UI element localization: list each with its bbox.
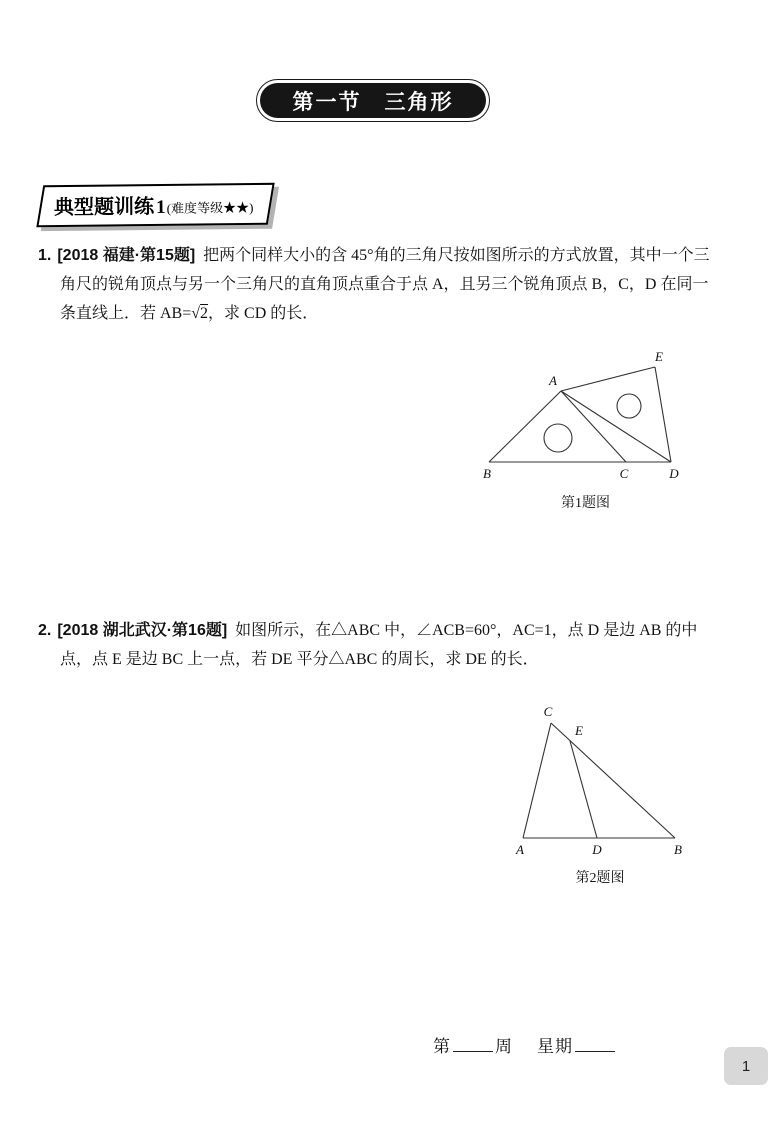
problem-2 — [38, 616, 716, 674]
inscribed-circle-1 — [544, 424, 572, 452]
line-CB — [551, 723, 675, 838]
footer-week-prefix: 第 — [433, 1037, 451, 1056]
point-label-A: A — [549, 373, 557, 388]
point-label-C: C — [619, 466, 629, 481]
point-label-E: E — [575, 723, 583, 738]
training-title: 典型题训练 — [53, 196, 155, 220]
figure-1 — [478, 348, 693, 512]
footer-weekday-label: 星期 — [537, 1037, 573, 1056]
sqrt-radicand: 2 — [200, 305, 209, 322]
weekday-blank — [575, 1035, 615, 1052]
line-AE — [561, 367, 655, 391]
problem-2-text: 如图所示，在△ABC 中，∠ACB=60°，AC=1，点 D 是边 AB 的中点，点 E 是边 BC 上一点，若 DE 平分△ABC 的周长，求 DE 的长． — [60, 622, 698, 668]
point-label-B: B — [483, 466, 491, 481]
training-difficulty: (难度等级★★) — [166, 199, 254, 216]
point-label-D: D — [669, 466, 679, 481]
section-title-banner-fill — [260, 83, 486, 118]
footer-week-line — [433, 1032, 617, 1057]
figure-1-caption: 第1题图 — [561, 496, 610, 511]
problem-2-text-block — [38, 616, 716, 674]
problem-1 — [38, 241, 716, 328]
figure-2-drawing — [505, 702, 695, 860]
line-AC — [523, 723, 551, 838]
problem-1-text-end: ，求 CD 的长． — [208, 305, 319, 322]
figure-1-drawing — [478, 348, 693, 485]
sqrt-expression — [200, 305, 208, 322]
point-label-D: D — [592, 842, 602, 857]
section-title-banner — [256, 79, 490, 122]
page-number: 1 — [741, 1057, 751, 1075]
training-header-content — [54, 189, 254, 220]
point-label-B: B — [674, 842, 682, 857]
figure-2 — [505, 702, 695, 887]
page-title: 第一节 三角形 — [292, 90, 454, 114]
problem-2-number: 2. — [38, 622, 52, 639]
problem-1-text: 把两个同样大小的含 45°角的三角尺按如图所示的方式放置，其中一个三角尺的锐角顶点与另一个三角尺的直角顶点重合于点 A，且另三个锐角顶点 B，C，D 在同一条直线上．若 AB=√ — [60, 247, 710, 322]
problem-2-source: [2018 湖北武汉·第16题] — [57, 622, 228, 639]
footer-week-unit: 周 — [495, 1037, 513, 1056]
point-label-E: E — [655, 349, 663, 364]
line-ED — [570, 741, 597, 838]
problem-1-source: [2018 福建·第15题] — [57, 247, 196, 264]
problem-1-text-block — [38, 241, 716, 328]
figure-2-caption: 第2题图 — [575, 871, 625, 886]
problem-1-number: 1. — [38, 247, 52, 264]
inscribed-circle-2 — [617, 394, 641, 418]
training-number: 1 — [156, 196, 166, 218]
line-ED — [655, 367, 671, 462]
training-header-box — [36, 183, 275, 227]
point-label-A: A — [516, 842, 524, 857]
point-label-C: C — [543, 704, 553, 719]
week-blank — [453, 1035, 493, 1052]
page-number-badge — [724, 1047, 768, 1085]
